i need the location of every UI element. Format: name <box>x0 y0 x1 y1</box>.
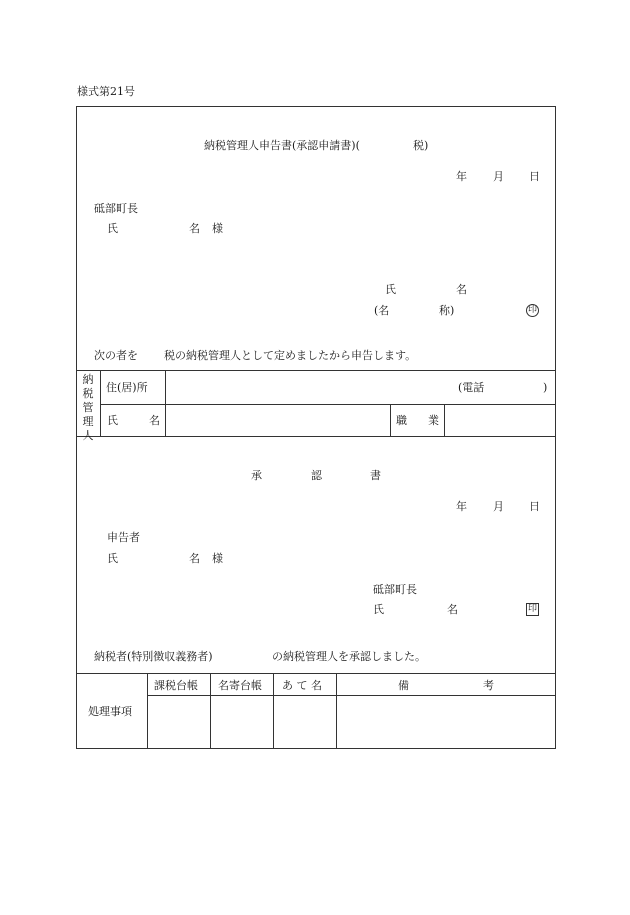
form-number: 様式第21号 <box>77 85 135 98</box>
statement-suffix: 税の納税管理人として定めましたから申告します。 <box>164 349 417 362</box>
addressee-sama: 様 <box>212 222 223 235</box>
applicant-mei: 名 <box>456 283 467 296</box>
column-header: 備 <box>398 679 409 692</box>
approval-name-sama: 様 <box>212 552 223 565</box>
agent-table-mid-rule <box>100 404 556 405</box>
side-char: 管 <box>82 401 94 414</box>
side-char: 理 <box>82 415 94 428</box>
seal-mark: 印 <box>527 305 537 315</box>
processing-header-rule <box>147 695 556 696</box>
declaration-title-close: 税) <box>413 139 429 152</box>
approval-statement-suffix: の納税管理人を承認しました。 <box>272 650 426 663</box>
column-header: 課税台帳 <box>154 679 198 692</box>
approval-name-shi: 氏 <box>107 552 118 565</box>
occupation-left-divider <box>390 404 391 436</box>
column-header: 名寄台帳 <box>218 679 262 692</box>
approval-title-2: 認 <box>311 469 322 482</box>
processing-label: 処理事項 <box>88 705 132 718</box>
applicant-shi: 氏 <box>385 283 396 296</box>
approval-day: 日 <box>529 500 540 513</box>
phone-label: (電話 <box>458 381 485 394</box>
agent-name-shi: 氏 <box>107 414 118 427</box>
addressee: 砥部町長 <box>94 202 138 215</box>
side-char: 納 <box>82 373 94 386</box>
processing-divider <box>147 673 148 749</box>
approval-statement-prefix: 納税者(特別徴収義務者) <box>94 650 213 663</box>
processing-divider <box>210 673 211 749</box>
declaration-title: 納税管理人申告書(承認申請書)( <box>204 139 360 152</box>
side-char: 人 <box>82 429 94 442</box>
agent-side-divider <box>100 370 101 436</box>
processing-divider <box>273 673 274 749</box>
occupation-right-divider <box>444 404 445 436</box>
approval-year: 年 <box>456 500 467 513</box>
column-header: 考 <box>483 679 494 692</box>
declaration-year: 年 <box>456 170 467 183</box>
applicant-paren-open: (名 <box>374 304 390 317</box>
seal-mark: 印 <box>527 604 537 614</box>
occupation-label-2: 業 <box>428 414 439 427</box>
issuer: 砥部町長 <box>373 583 417 596</box>
side-char: 税 <box>82 387 94 400</box>
approval-title-1: 承 <box>251 469 262 482</box>
processing-divider <box>336 673 337 749</box>
issuer-mei: 名 <box>447 603 458 616</box>
agent-table-bottom-rule <box>76 436 556 437</box>
processing-top-rule <box>76 673 556 674</box>
issuer-shi: 氏 <box>373 603 384 616</box>
column-header: あ て 名 <box>282 679 322 692</box>
declaration-month: 月 <box>493 170 504 183</box>
approval-month: 月 <box>493 500 504 513</box>
agent-label-divider <box>165 370 166 436</box>
approval-title-3: 書 <box>370 469 381 482</box>
address-label: 住(居)所 <box>106 381 148 394</box>
addressee-shi: 氏 <box>107 222 118 235</box>
phone-close: ) <box>543 381 548 394</box>
applicant-label: 申告者 <box>107 531 140 544</box>
agent-side-label <box>81 373 95 443</box>
approval-name-mei: 名 <box>189 552 200 565</box>
agent-table-top-rule <box>76 370 556 371</box>
applicant-paren-close: 称) <box>439 304 455 317</box>
agent-name-mei: 名 <box>149 414 160 427</box>
addressee-mei: 名 <box>189 222 200 235</box>
occupation-label-1: 職 <box>396 414 407 427</box>
declaration-day: 日 <box>529 170 540 183</box>
statement-prefix: 次の者を <box>94 349 138 362</box>
